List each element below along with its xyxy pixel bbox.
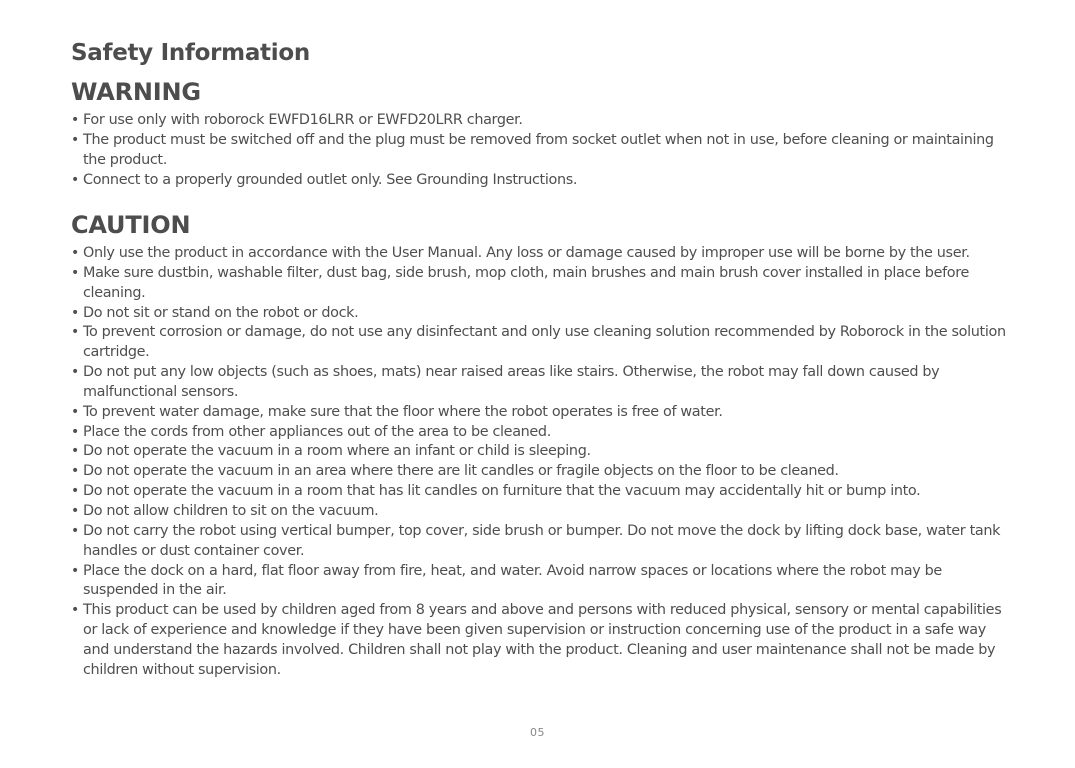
list-item [71,264,1011,304]
list-item-text: Do not operate the vacuum in a room where an infant or child is sleeping. [83,443,591,460]
list-item [71,522,1011,562]
list-item-text: Make sure dustbin, washable filter, dust bag, side brush, mop cloth, main brushes and main brush cover installed in place before cleaning. [83,264,969,301]
list-item [71,111,1011,131]
list-item [71,171,1011,191]
list-item-text: Connect to a properly grounded outlet only. See Grounding Instructions. [83,171,578,188]
list-item [71,562,1011,602]
list-item [71,304,1011,324]
bullet-icon: • [71,522,79,539]
bullet-icon: • [71,423,79,440]
bullet-icon: • [71,324,79,341]
list-item [71,423,1011,443]
page-number: 05 [530,726,545,739]
list-item-text: Do not carry the robot using vertical bumper, top cover, side brush or bumper. Do not move the dock by lifting dock base, water tank handles or dust container cover. [83,522,1001,559]
bullet-icon: • [71,443,79,460]
warning-heading: WARNING [71,78,201,106]
caution-list [71,244,1011,681]
list-item-text: Only use the product in accordance with the User Manual. Any loss or damage caused by improper use will be borne by the user. [83,245,970,261]
bullet-icon: • [71,403,79,420]
list-item-text: This product can be used by children aged from 8 years and above and persons with reduced physical, sensory or mental capabilities or lack of experience and knowledge if they have been given supervision or instruction concerning use of the product in a safe way and understand the hazards involved. Children shall not play with the product. Cleaning and user maintenance shall not be made by children without supervision. [83,602,1002,678]
bullet-icon: • [71,483,79,500]
bullet-icon: • [71,562,79,579]
bullet-icon: • [71,463,79,480]
list-item [71,323,1011,363]
list-item [71,601,1011,680]
bullet-icon: • [71,264,79,281]
list-item [71,363,1011,403]
bullet-icon: • [71,502,79,519]
warning-list [71,111,1011,190]
list-item-text: Do not allow children to sit on the vacuum. [83,502,379,519]
list-item-text: Do not operate the vacuum in a room that has lit candles on furniture that the vacuum may accidentally hit or bump into. [83,483,921,500]
list-item-text: The product must be switched off and the plug must be removed from socket outlet when not in use, before cleaning or maintaining the product. [83,131,994,168]
list-item-text: For use only with roborock EWFD16LRR or EWFD20LRR charger. [83,112,523,128]
list-item-text: To prevent water damage, make sure that the floor where the robot operates is free of water. [83,403,723,420]
list-item [71,502,1011,522]
list-item [71,131,1011,171]
list-item-text: Do not operate the vacuum in an area where there are lit candles or fragile objects on the floor to be cleaned. [83,463,839,480]
bullet-icon: • [71,602,79,619]
caution-heading: CAUTION [71,211,191,239]
list-item [71,403,1011,423]
page-title: Safety Information [71,40,310,66]
bullet-icon: • [71,171,79,188]
list-item-text: Do not put any low objects (such as shoes, mats) near raised areas like stairs. Otherwise, the robot may fall down caused by malfunctional sensors. [83,364,940,400]
list-item [71,482,1011,502]
list-item [71,462,1011,482]
bullet-icon: • [71,131,79,148]
bullet-icon: • [71,304,79,321]
bullet-icon: • [71,112,79,128]
list-item [71,244,1011,264]
list-item [71,442,1011,462]
bullet-icon: • [71,245,79,261]
list-item-text: To prevent corrosion or damage, do not use any disinfectant and only use cleaning solution recommended by Roborock in the solution cartridge. [83,324,1006,361]
list-item-text: Place the cords from other appliances out of the area to be cleaned. [83,423,551,440]
bullet-icon: • [71,364,79,381]
list-item-text: Do not sit or stand on the robot or dock. [83,304,359,321]
list-item-text: Place the dock on a hard, flat floor away from fire, heat, and water. Avoid narrow spaces or locations where the robot may be suspended in the air. [83,562,942,599]
